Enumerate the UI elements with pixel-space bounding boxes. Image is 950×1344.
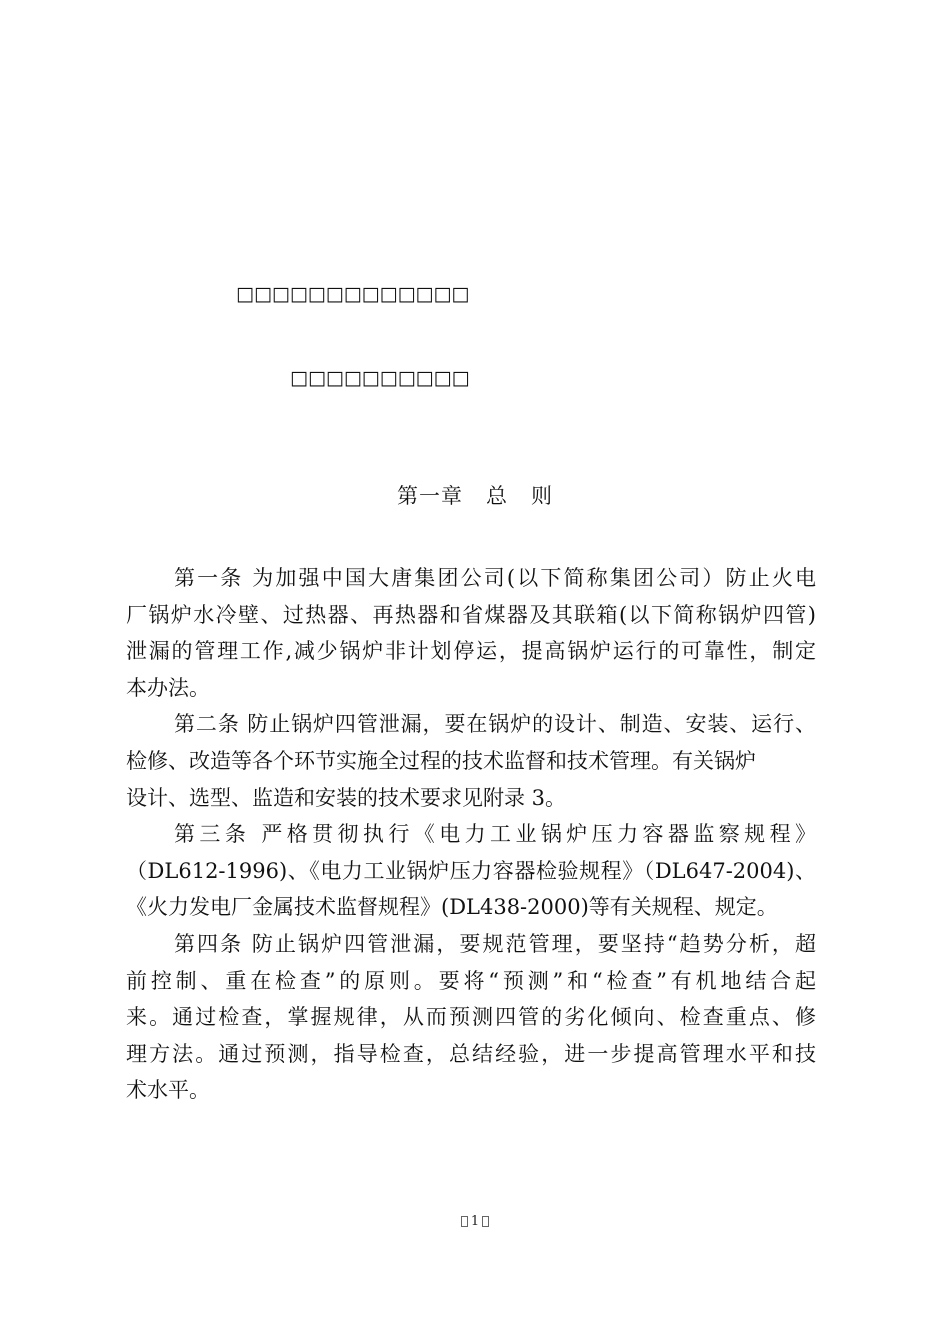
chapter-heading: 第一章 总 则 [396, 484, 554, 508]
article-3 [126, 816, 816, 926]
document-title-line-1: □□□□□□□□□□□□□ [236, 283, 470, 305]
page-number: 1 [470, 1214, 480, 1229]
article-line: 前控制、重在检查”的原则。要将“预测”和“检查”有机地结合起 [126, 968, 816, 993]
article-line: 第一条 为加强中国大唐集团公司(以下简称集团公司）防止火电 [174, 566, 816, 590]
article-line: 检修、改造等各个环节实施全过程的技术监督和技术管理。有关锅炉 [126, 748, 756, 773]
article-line: 第四条 防止锅炉四管泄漏，要规范管理，要坚持“趋势分析，超 [174, 931, 816, 956]
article-line: 《火力发电厂金属技术监督规程》(DL438-2000)等有关规程、规定。 [126, 895, 778, 920]
placeholder-glyph-icon [482, 1216, 489, 1227]
article-line: 第三条 严格贯彻执行《电力工业锅炉压力容器监察规程》 [174, 822, 816, 847]
article-1 [126, 560, 816, 706]
article-line: 理方法。通过预测，指导检查，总结经验，进一步提高管理水平和技 [126, 1041, 816, 1066]
article-line: 设计、选型、监造和安装的技术要求见附录 3。 [126, 785, 567, 810]
article-line: 第二条 防止锅炉四管泄漏，要在锅炉的设计、制造、安装、运行、 [174, 712, 816, 737]
page-footer [0, 1214, 950, 1229]
document-title-line-2: □□□□□□□□□□ [290, 367, 470, 389]
article-line: （DL612-1996)、《电力工业锅炉压力容器检验规程》（DL647-2004)、 [126, 858, 816, 883]
article-line: 厂锅炉水冷壁、过热器、再热器和省煤器及其联箱(以下简称锅炉四管) [126, 602, 816, 627]
placeholder-glyph-icon [461, 1216, 468, 1227]
article-4 [126, 926, 816, 1109]
article-2 [126, 706, 816, 816]
article-line: 本办法。 [126, 675, 210, 700]
article-line: 术水平。 [126, 1078, 210, 1103]
article-line: 泄漏的管理工作,减少锅炉非计划停运，提高锅炉运行的可靠性，制定 [126, 639, 816, 664]
article-line: 来。通过检查，掌握规律，从而预测四管的劣化倾向、检查重点、修 [126, 1005, 816, 1030]
document-body [126, 560, 816, 1109]
